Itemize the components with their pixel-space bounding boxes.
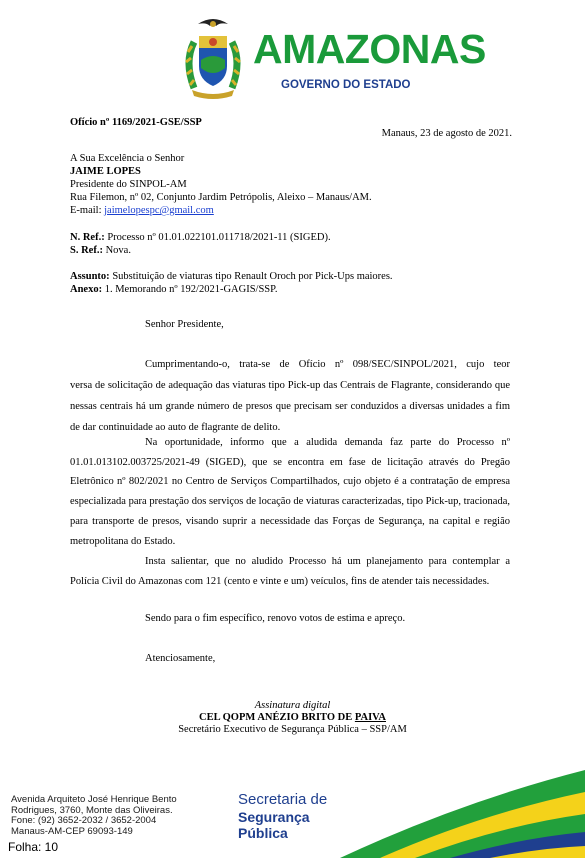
paragraph-1	[70, 354, 510, 438]
paragraph-1-body: versa de solicitação de adequação das viaturas tipo Pick-up das Centrais de Flagrante, considerando que nessas centrais há um grande número de presos que precisam ser conduzidos a diversas unidades a fim de dar continuidade ao auto de flagrante de delito.	[70, 380, 510, 433]
brand-name: AMAZONAS	[253, 26, 486, 72]
recipient-name: JAIME LOPES	[70, 166, 141, 177]
anexo-line	[70, 283, 277, 296]
signer-role: Secretário Executivo de Segurança Pública – SSP/AM	[178, 724, 407, 735]
closing: Atenciosamente,	[145, 653, 216, 664]
email-link[interactable]: jaimelopespc@gmail.com	[104, 205, 214, 216]
footer-waves-decoration	[340, 762, 585, 858]
paragraph-3-body: Polícia Civil do Amazonas com 121 (cento e vinte e um) veículos, fins de atender tais necessidades.	[70, 576, 490, 587]
paragraph-2-first-line: Na oportunidade, informo que a aludida demanda faz parte do Processo nº	[145, 437, 510, 448]
footer-address-line: Fone: (92) 3652-2032 / 3652-2004	[11, 815, 157, 827]
n-ref-label: N. Ref.:	[70, 232, 105, 243]
anexo-value: 1. Memorando nº 192/2021-GAGIS/SSP.	[102, 284, 278, 295]
paragraph-1-first-line: Cumprimentando-o, trata-se de Ofício nº 098/SEC/SINPOL/2021, cujo teor	[145, 359, 510, 370]
secretaria-title-line-1: Secretaria de	[238, 791, 328, 808]
email-label: E-mail:	[70, 205, 105, 216]
signer-name-prefix: CEL QOPM ANÉZIO BRITO DE	[198, 712, 355, 723]
footer-address-line: Rodrigues, 3760, Monte das Oliveiras.	[11, 804, 173, 816]
anexo-label: Anexo:	[70, 284, 103, 295]
brand-subtitle: GOVERNO DO ESTADO	[281, 79, 411, 91]
recipient-role: Presidente do SINPOL-AM	[70, 179, 187, 190]
s-ref-label: S. Ref.:	[70, 245, 103, 256]
letter-reference: Ofício nº 1169/2021-GSE/SSP	[70, 117, 202, 128]
signature-note: Assinatura digital	[254, 700, 331, 711]
amazonas-coat-of-arms-icon	[180, 12, 246, 100]
secretaria-title-line-2: Segurança	[238, 809, 310, 825]
secretaria-title-line-3: Pública	[238, 825, 288, 841]
salutation: A Sua Excelência o Senhor	[70, 153, 185, 164]
s-ref-line	[70, 244, 131, 257]
paragraph-4: Sendo para o fim específico, renovo votos de estima e apreço.	[145, 613, 406, 624]
recipient-address: Rua Filemon, nº 02, Conjunto Jardim Petrópolis, Aleixo – Manaus/AM.	[70, 192, 372, 203]
footer-address-line: Manaus-AM-CEP 69093-149	[11, 825, 133, 837]
opening-greeting: Senhor Presidente,	[145, 319, 224, 330]
assunto-label: Assunto:	[70, 271, 110, 282]
assunto-line	[70, 270, 393, 283]
n-ref-value: Processo nº 01.01.022101.011718/2021-11 (SIGED).	[104, 232, 331, 243]
footer-address-line: Avenida Arquiteto José Henrique Bento	[11, 794, 177, 805]
assunto-value: Substituição de viaturas tipo Renault Oroch por Pick-Ups maiores.	[109, 271, 393, 282]
n-ref-line	[70, 231, 331, 244]
paragraph-2-body: 01.01.013102.003725/2021-49 (SIGED), que se encontra em fase de licitação através do Pregão Eletrônico nº 802/2021 no Centro de Serviços Compartilhados, cujo objeto é a contratação de empresa especializada para prestação dos serviços de locação de viaturas caracterizadas, tipo Pick-up, tracionada, para transporte de presos, visando suprir a necessidade das Forças de Segurança, na capital e região metropolitana do Estado.	[70, 456, 510, 547]
paragraph-3	[70, 552, 510, 592]
signer-surname: PAIVA	[354, 712, 386, 723]
footer-address	[11, 795, 231, 837]
paragraph-3-first-line: Insta salientar, que no aludido Processo há um planejamento para contemplar a	[145, 556, 510, 567]
email-line	[70, 204, 214, 217]
letter-date: Manaus, 23 de agosto de 2021.	[381, 128, 512, 139]
page-number: Folha: 10	[8, 840, 59, 854]
s-ref-value: Nova.	[102, 245, 131, 256]
paragraph-2	[70, 433, 510, 551]
